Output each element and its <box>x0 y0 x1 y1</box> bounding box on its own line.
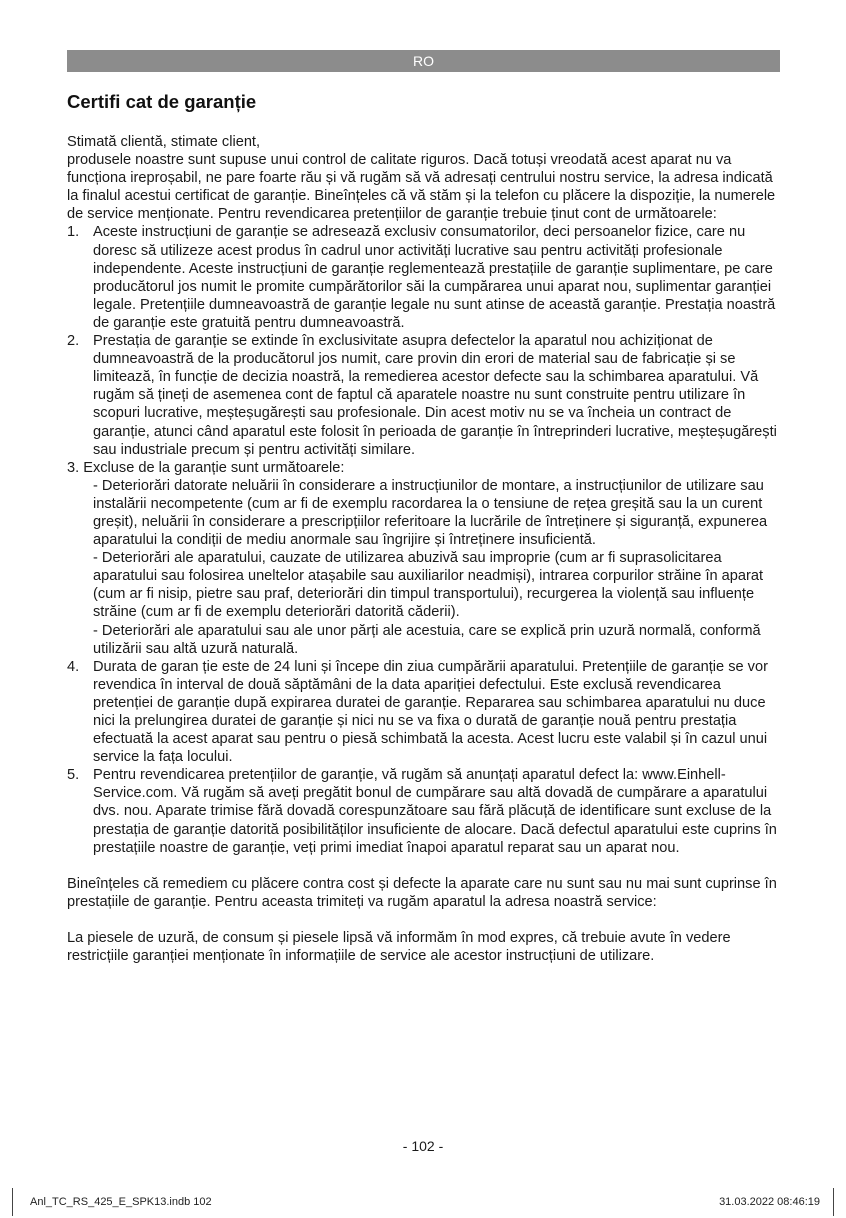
intro-paragraph: produsele noastre sunt supuse unui control de calitate riguros. Dacă totuși vreodată acest aparat nu va funcționa ireproșabil, ne pare foarte rău și vă rugăm să vă adresați centrului nostru service, la adresa indicată la finalul acestui certificat de garanție. Bineînțeles că vă stăm și la telefon cu plăcere la dispoziție, la numerele de service menționate. Pentru revendicarea pretențiilor de garanție trebuie ținut cont de următoarele: <box>67 152 776 223</box>
list-text: Pentru revendicarea pretențiilor de garanție, vă rugăm să anunțați aparatul defect la: www.Einhell-Service.com. Vă rugăm să aveți pregătit bonul de cumpărare sau altă dovadă de cumpărare a aparatului dvs. nou. Aparate trimise fără dovadă corespunzătoare sau fără plăcuță de identificare sunt excluse de la prestația de garanție datorită posibilităților insuficiente de alocare. Dacă defectul aparatului este cuprins în prestațiile noastre de garanție, veți primi imediat înapoi aparatul reparat sau un aparat nou. <box>93 767 777 856</box>
list-number: 2. <box>67 333 80 350</box>
exclusion-item: - Deteriorări ale aparatului, cauzate de utilizarea abuzivă sau improprie (cum ar fi suprasolicitarea aparatului sau folosirea uneltelor atașabile sau auxiliarilor neadmiși), intrarea corpurilor străine în aparat (cum ar fi nisip, pietre sau praf, deteriorări din timpul transportului), recurgerea la violență sau influențe străine (cum ar fi de exemplu deteriorări datorită căderii). <box>93 550 764 621</box>
list-item-2 <box>67 332 780 459</box>
list-text: Prestația de garanție se extinde în exclusivitate asupra defectelor la aparatul nou achiziționat de dumneavoastră de la producătorul jos numit, care provin din erori de material sau de fabricație și se limitează, în funcție de decizia noastră, la remedierea acestor defecte sau la schimbarea aparatului. Vă rugăm să țineți de asemenea cont de faptul că aparatele noastre nu sunt construite pentru utilizare în scopuri lucrative, meșteșugărești sau profesionale. Din acest motiv nu se va încheia un contract de garanție, atunci când aparatul este folosit în perioada de garanție în întreprinderi lucrative, meșteșugărești sau industriale precum și pentru activități similare. <box>93 333 777 458</box>
language-header-bar <box>67 50 780 72</box>
list-text: Durata de garan ție este de 24 luni și începe din ziua cumpărării aparatului. Pretențiile de garanție se vor revendica în interval de două săptămâni de la data apariției defectului. Este exclusă revendicarea pretenției de garanție după expirarea duratei de garanție. Repararea sau schimbarea aparatului nu duce nici la prelungirea duratei de garanție și nici nu se va fixa o durată de garanție nouă pentru prestația efectuată la acest aparat sau pentru o piesă schimbată la acesta. Acest lucru este valabil și în cazul unui service la fața locului. <box>93 658 768 766</box>
greeting: Stimată clientă, stimate client, <box>67 134 261 150</box>
footer-file-info: Anl_TC_RS_425_E_SPK13.indb 102 <box>30 1196 212 1208</box>
list-number: 1. <box>67 224 80 241</box>
list-number: 3. <box>67 459 80 476</box>
list-text: Excluse de la garanție sunt următoarele: <box>83 459 345 476</box>
crop-mark-left <box>12 1188 13 1216</box>
language-code: RO <box>413 53 434 69</box>
exclusion-list <box>67 477 780 658</box>
list-item-4 <box>67 658 780 767</box>
list-item-1 <box>67 223 780 332</box>
exclusion-item: - Deteriorări ale aparatului sau ale unor părți ale acestuia, care se explică prin uzură normală, conformă utilizării sau altă uzură naturală. <box>93 622 761 657</box>
page-title: Certifi cat de garanție <box>67 91 257 112</box>
exclusion-item: - Deteriorări datorate neluării în considerare a instrucțiunilor de montare, a instrucțiunilor de utilizare sau instalării necompetente (cum ar fi de exemplu racordarea la o tensiune de rețea greșită sau la un curent greșit), neluării în considerare a prescripțiilor referitoare la lucrările de întreținere și siguranță, expunerea aparatului la condiții de mediu anormale sau îngrijire și întreținere insuficientă. <box>93 477 768 549</box>
list-number: 4. <box>67 658 80 675</box>
closing-paragraph-repair: Bineînțeles că remediem cu plăcere contra cost și defecte la aparate care nu sunt sau nu mai sunt cuprinse în prestațiile de garanție. Pentru aceasta trimiteți va rugăm aparatul la adresa noastră service: <box>67 875 777 910</box>
crop-mark-right <box>833 1188 834 1216</box>
list-text: Aceste instrucțiuni de garanție se adresează exclusiv consumatorilor, deci persoanelor fizice, care nu doresc să utilizeze acest produs în cadrul unor activități lucrative sau pentru activități profesionale independente. Aceste instrucțiuni de garanție reglementează prestațiile de garanție suplimentare, pe care producătorul jos numit le promite cumpărătorilor săi la cumpărarea unui aparat nou, suplimentar garanției legale. Pretențiile dumneavoastră de garanție legale nu sunt atinse de această garanție. Prestația noastră de garanție este gratuită pentru dumneavoastră. <box>93 224 776 331</box>
closing-paragraph-wear-parts: La piesele de uzură, de consum și piesele lipsă vă informăm în mod expres, că trebuie avute în vedere restricțiile garanției menționate în informațiile de service ale acestor instrucțiuni de utilizare. <box>67 929 731 965</box>
document-body <box>67 133 780 965</box>
page-number: - 102 - <box>402 1138 444 1154</box>
list-item-3 <box>67 459 780 658</box>
footer-timestamp: 31.03.2022 08:46:19 <box>719 1196 820 1208</box>
list-item-5 <box>67 766 780 856</box>
list-number: 5. <box>67 767 80 784</box>
